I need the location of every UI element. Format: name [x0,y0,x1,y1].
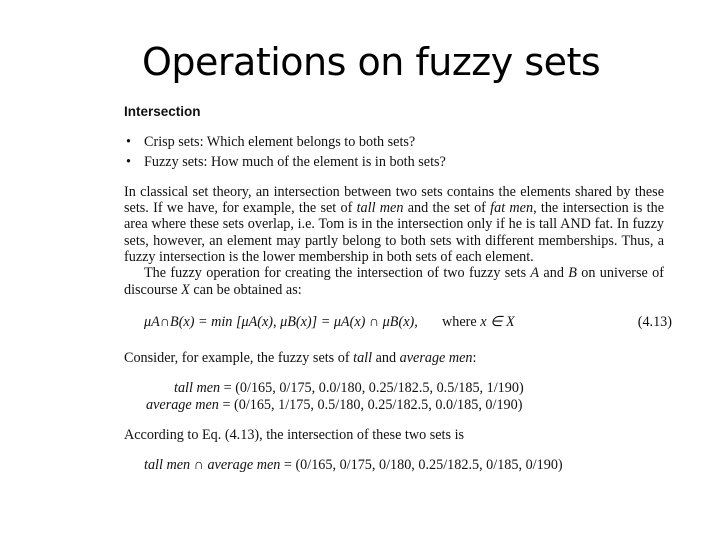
according-sentence: According to Eq. (4.13), the intersection of these two sets is [124,426,465,443]
average-men-label: average men [146,396,219,413]
equation-where-expr: x ∈ X [480,313,515,330]
consider-text-a: Consider, for example, the fuzzy sets of [124,349,354,366]
average-men-set [124,397,664,413]
equation-where [442,314,515,330]
consider-text-b: and [372,349,400,366]
para1-text-c: , the intersection is the area where these sets overlap, i.e. Tom is in the intersection only if he is tall AND fat. In fuzzy sets, however, an element may partly belong to both sets with different memberships. Thus, a fuzzy intersection is the lower membership in both sets of each element. [124,200,664,266]
para2-text-c: on universe of discourse [124,265,664,298]
intersection-result [124,457,664,473]
average-men-values: = (0/165, 1/175, 0.5/180, 0.25/182.5, 0.0/185, 0/190) [218,396,523,413]
para2-text-b: and [539,265,569,282]
paragraph-classical [124,184,664,265]
para2-universe: X [181,281,190,298]
equation-number: (4.13) [637,313,672,330]
para2-set-b: B [568,265,577,282]
bullet-list [124,134,664,170]
tall-men-label: tall men [174,380,221,397]
para2-set-a: A [530,265,540,282]
para1-text-b: and the set of [403,200,491,217]
para1-fat: fat men [490,200,534,217]
consider-tall: tall [353,349,373,366]
equation-4-13 [124,313,672,336]
result-values: = (0/165, 0/175, 0/180, 0.25/182.5, 0/185, 0/190) [280,457,563,474]
tall-men-set [124,380,664,396]
equation-formula: μA∩B(x) = min [μA(x), μB(x)] = μA(x) ∩ μB(x), [144,313,418,330]
para2-text-a: The fuzzy operation for creating the intersection of two fuzzy sets [144,265,531,282]
consider-average: average men [399,349,473,366]
paragraph-fuzzy-operation [124,265,664,298]
consider-sentence [124,350,664,366]
equation-where-label: where [442,313,481,330]
para1-tall: tall men [356,200,404,217]
tall-men-values: = (0/165, 0/175, 0.0/180, 0.25/182.5, 0.5/185, 1/190) [220,380,524,397]
para2-text-d: can be obtained as: [189,281,302,298]
document-excerpt [124,104,672,488]
fuzzy-set-definitions [124,380,664,413]
bullet-crisp: • Crisp sets: Which element belongs to both sets? [124,134,664,150]
slide-title: Operations on fuzzy sets [142,40,601,84]
consider-text-c: : [472,349,477,366]
result-operator: ∩ [190,457,208,474]
result-average-label: average men [207,457,281,474]
section-heading: Intersection [124,104,201,119]
para1-text-a: In classical set theory, an intersection between two sets contains the elements shared by these sets. If we have, for example, the set of [124,183,664,217]
bullet-fuzzy: • Fuzzy sets: How much of the element is in both sets? [124,154,664,170]
result-tall-label: tall men [144,457,191,474]
